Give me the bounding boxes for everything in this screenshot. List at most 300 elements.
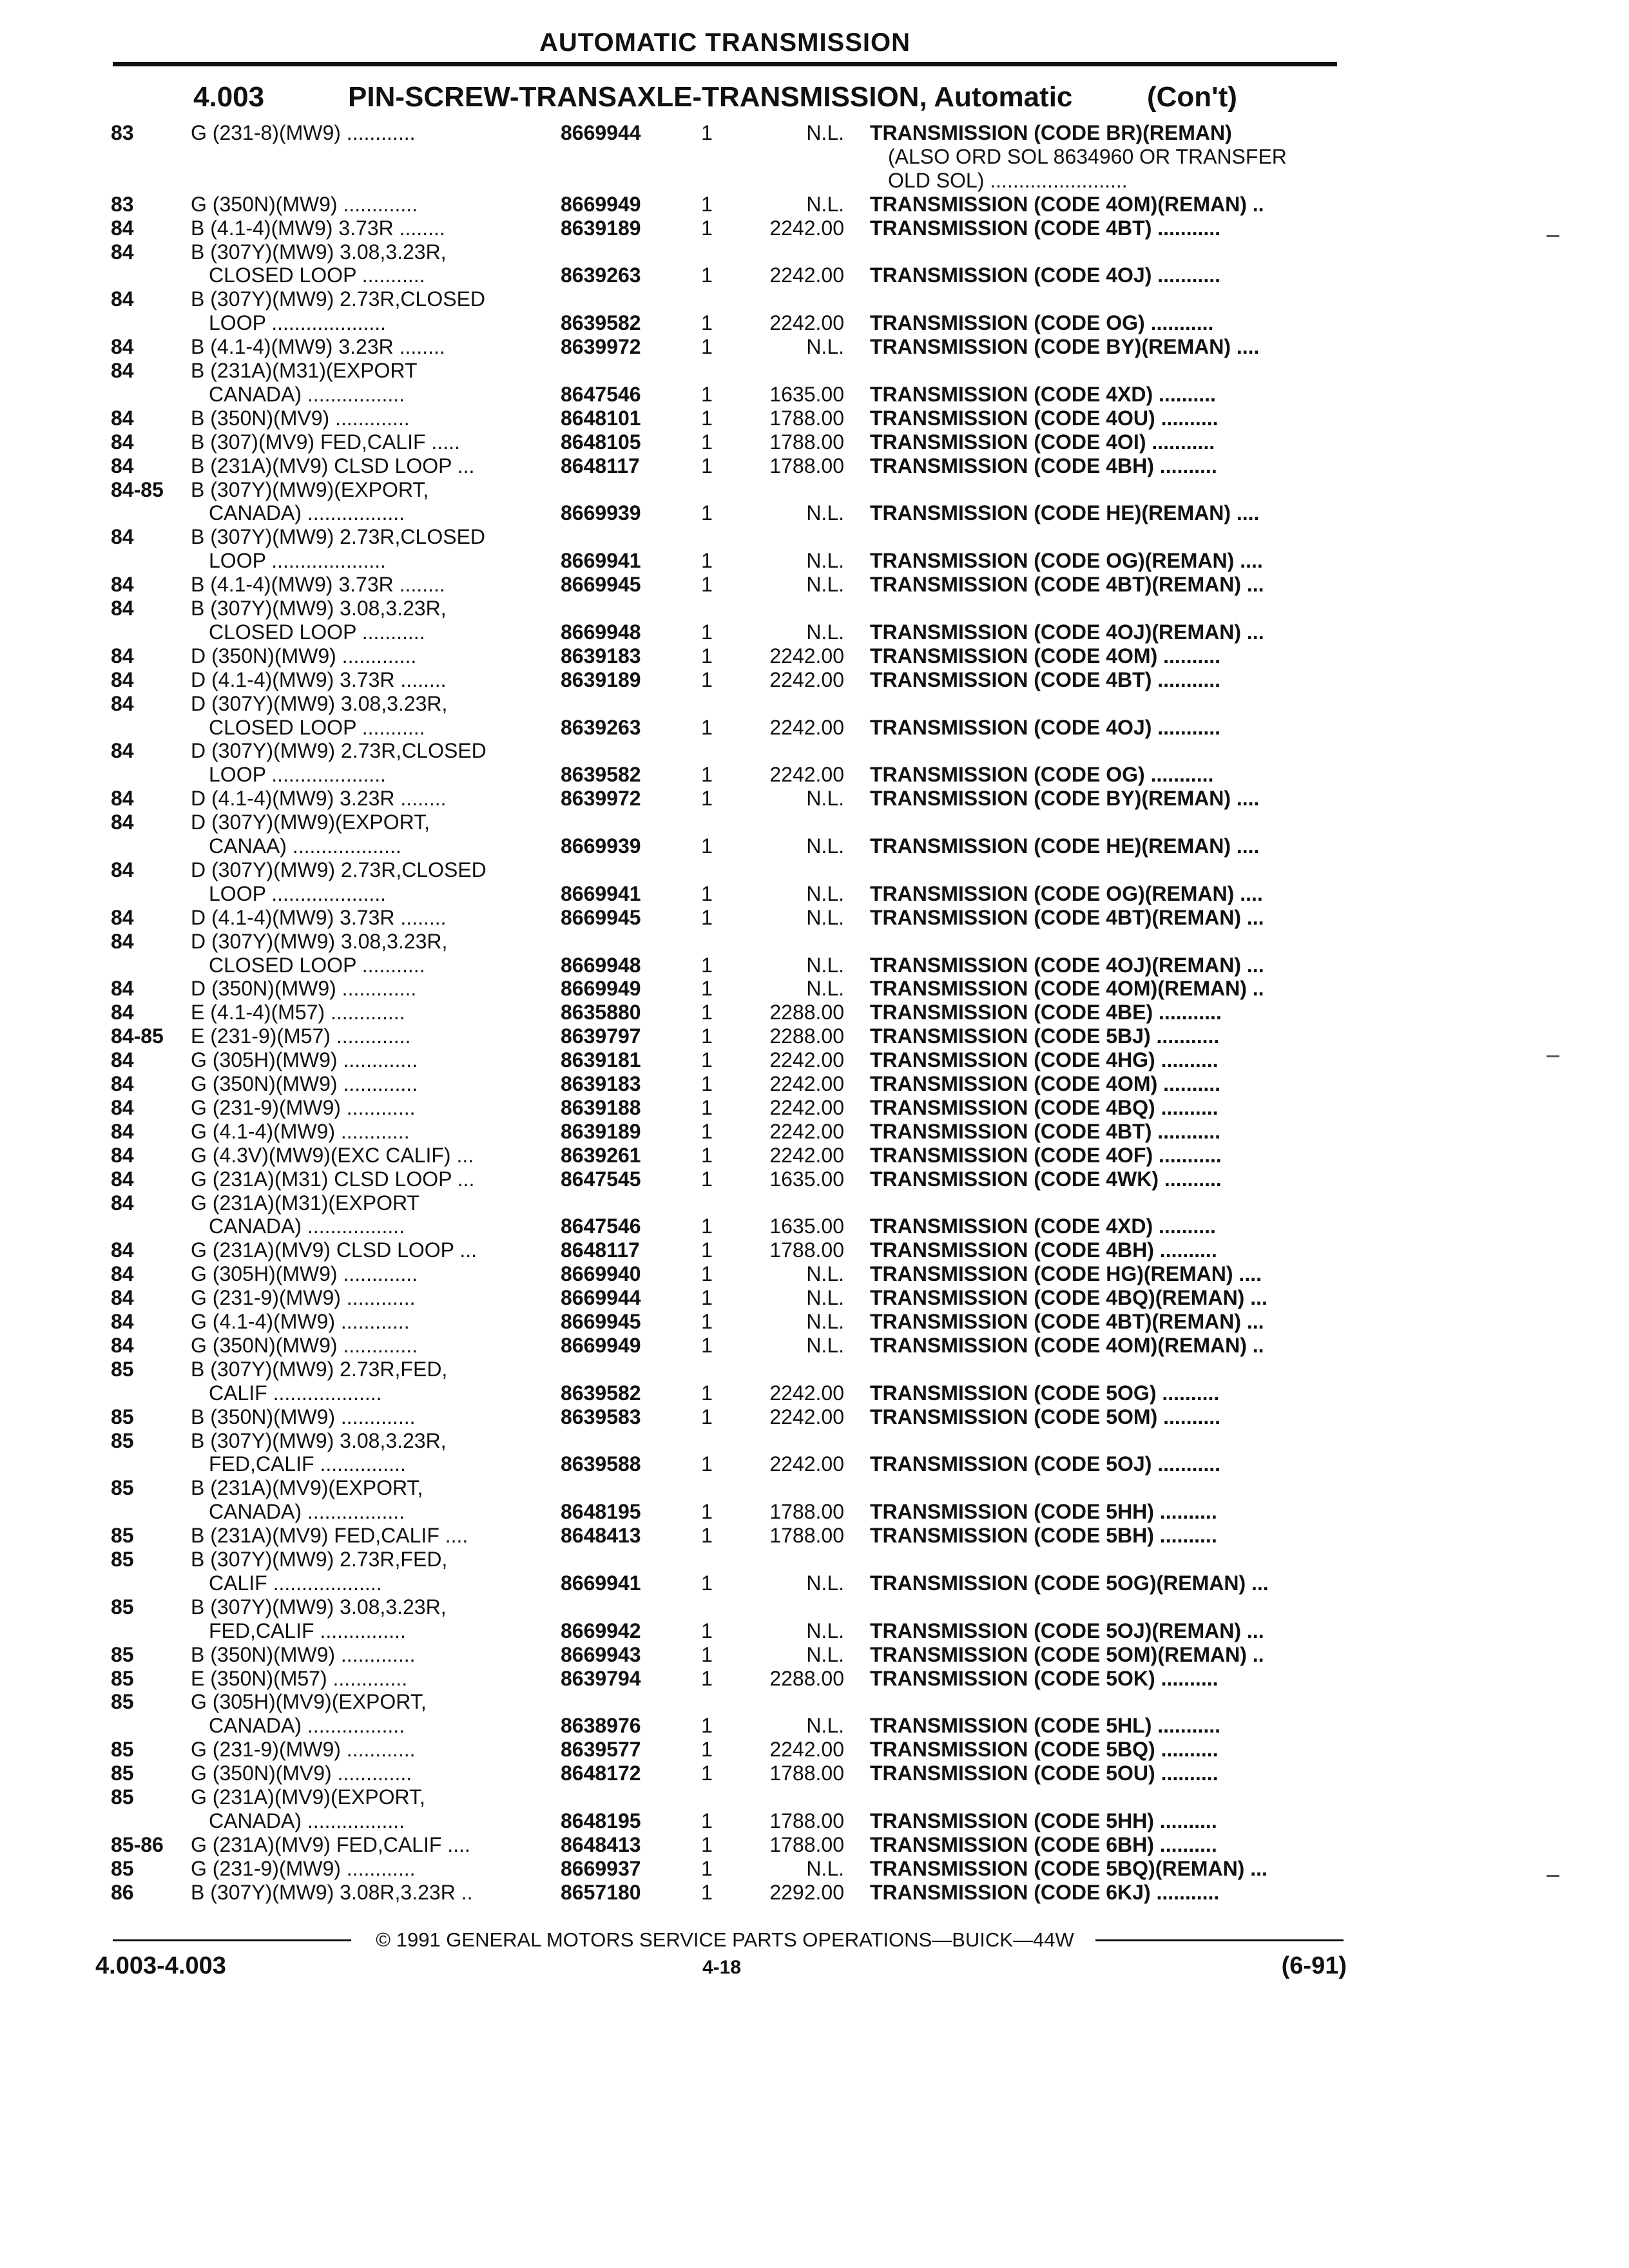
application-description: G (231-9)(MW9) ............: [191, 1738, 416, 1762]
model-year: 84: [111, 1286, 134, 1310]
application-description: B (350N)(MW9) .............: [191, 1642, 416, 1666]
part-name: TRANSMISSION (CODE 5OJ)(REMAN) ...: [870, 1619, 1264, 1642]
application-description: B (231A)(M31)(EXPORT: [191, 359, 418, 382]
model-year: 84-85: [111, 477, 164, 501]
quantity: 1: [701, 881, 713, 905]
application-description: D (350N)(MW9) .............: [191, 977, 417, 1001]
quantity: 1: [701, 335, 713, 359]
quantity: 1: [701, 1262, 713, 1286]
application-description: D (307Y)(MW9) 2.73R,CLOSED: [191, 858, 487, 881]
part-name: TRANSMISSION (CODE 4BE) ...........: [870, 1001, 1222, 1024]
table-row: [0, 478, 1629, 502]
model-year: 85: [111, 1428, 134, 1452]
part-name: TRANSMISSION (CODE 5OG) ..........: [870, 1381, 1220, 1405]
part-number: 8639972: [561, 335, 641, 359]
part-name: TRANSMISSION (CODE BR)(REMAN): [870, 121, 1232, 144]
model-year: 84: [111, 1310, 134, 1333]
model-year: 84: [111, 1238, 134, 1262]
part-name: TRANSMISSION (CODE 5OK) ..........: [870, 1666, 1219, 1690]
quantity: 1: [701, 192, 713, 216]
margin-mark: [1547, 1055, 1559, 1057]
table-row: [0, 739, 1629, 763]
part-number: 8669945: [561, 573, 641, 597]
price: N.L.: [806, 1714, 844, 1738]
table-row: [0, 930, 1629, 954]
quantity: 1: [701, 1500, 713, 1524]
part-name: TRANSMISSION (CODE HG)(REMAN) ....: [870, 1262, 1262, 1286]
model-year: 84: [111, 1262, 134, 1286]
quantity: 1: [701, 953, 713, 977]
price: N.L.: [806, 335, 844, 359]
price: N.L.: [806, 501, 844, 525]
price: 1788.00: [769, 1524, 844, 1548]
quantity: 1: [701, 1762, 713, 1785]
table-row: [0, 1738, 1629, 1762]
section-number: 4.003: [193, 81, 265, 113]
application-description: CALIF ...................: [209, 1381, 382, 1405]
price: 2242.00: [769, 1143, 844, 1167]
part-name: TRANSMISSION (CODE 4OM) ..........: [870, 644, 1221, 668]
table-row: [0, 335, 1629, 359]
model-year: 84: [111, 573, 134, 597]
quantity: 1: [701, 1143, 713, 1167]
table-row: [0, 216, 1629, 240]
application-description: G (305H)(MW9) .............: [191, 1048, 418, 1072]
part-number: 8669944: [561, 1286, 641, 1310]
price: N.L.: [806, 573, 844, 597]
quantity: 1: [701, 501, 713, 525]
price: N.L.: [806, 549, 844, 573]
quantity: 1: [701, 1738, 713, 1762]
part-number: 8669945: [561, 905, 641, 929]
application-description: G (231-9)(MW9) ............: [191, 1856, 416, 1880]
application-description: CLOSED LOOP ...........: [209, 620, 425, 644]
application-description: LOOP ....................: [209, 549, 387, 573]
table-row: [0, 1857, 1629, 1881]
price: 2292.00: [769, 1880, 844, 1904]
model-year: 84: [111, 1333, 134, 1357]
table-row: [0, 383, 1629, 407]
model-year: 84: [111, 787, 134, 811]
application-description: B (307Y)(MW9) 3.08,3.23R,: [191, 597, 447, 620]
footer-rule-left: [113, 1939, 351, 1941]
price: N.L.: [806, 620, 844, 644]
part-name: TRANSMISSION (CODE 5OG)(REMAN) ...: [870, 1571, 1269, 1595]
footer-page-number: 4-18: [702, 1957, 742, 1978]
part-number: 8639797: [561, 1024, 641, 1048]
quantity: 1: [701, 1452, 713, 1476]
application-description: LOOP ....................: [209, 763, 387, 787]
model-year: 84: [111, 1095, 134, 1119]
application-description: D (307Y)(MW9) 3.08,3.23R,: [191, 691, 448, 715]
quantity: 1: [701, 1310, 713, 1333]
quantity: 1: [701, 1024, 713, 1048]
price: 1635.00: [769, 382, 844, 406]
part-name: TRANSMISSION (CODE 4OM)(REMAN) ..: [870, 1333, 1264, 1357]
application-description: LOOP ....................: [209, 311, 387, 335]
application-description: CALIF ...................: [209, 1571, 382, 1595]
table-row: [0, 1120, 1629, 1144]
table-row: [0, 1286, 1629, 1310]
model-year: 84: [111, 691, 134, 715]
model-year: 85: [111, 1524, 134, 1548]
part-name: TRANSMISSION (CODE 5OM) ..........: [870, 1405, 1221, 1428]
part-number: 8639583: [561, 1405, 641, 1428]
quantity: 1: [701, 1856, 713, 1880]
table-row: [0, 264, 1629, 287]
price: N.L.: [806, 1333, 844, 1357]
price: 2242.00: [769, 1048, 844, 1072]
table-row: [0, 716, 1629, 740]
application-description: CANADA) .................: [209, 1714, 405, 1738]
application-description: B (4.1-4)(MW9) 3.73R ........: [191, 216, 445, 240]
application-description: G (231A)(MV9) CLSD LOOP ...: [191, 1238, 477, 1262]
part-number: 8669948: [561, 620, 641, 644]
application-description: B (307Y)(MW9) 2.73R,FED,: [191, 1548, 448, 1571]
price: 2242.00: [769, 1405, 844, 1428]
price: 2242.00: [769, 1381, 844, 1405]
application-description: G (305H)(MV9)(EXPORT,: [191, 1690, 427, 1714]
model-year: 85: [111, 1595, 134, 1619]
table-row: [0, 549, 1629, 573]
application-description: B (350N)(MV9) .............: [191, 406, 410, 430]
model-year: 84: [111, 430, 134, 454]
part-name: TRANSMISSION (CODE 4XD) ..........: [870, 1215, 1216, 1238]
model-year: 84: [111, 454, 134, 477]
quantity: 1: [701, 264, 713, 287]
application-description: B (4.1-4)(MW9) 3.73R ........: [191, 573, 445, 597]
quantity: 1: [701, 1832, 713, 1856]
application-description: G (4.1-4)(MW9) ............: [191, 1310, 410, 1333]
part-number: 8669944: [561, 121, 641, 144]
part-number: 8669937: [561, 1856, 641, 1880]
part-name: TRANSMISSION (CODE 4BQ) ..........: [870, 1095, 1219, 1119]
price: 1788.00: [769, 1238, 844, 1262]
model-year: 85-86: [111, 1832, 164, 1856]
part-number: 8635880: [561, 1001, 641, 1024]
part-name: TRANSMISSION (CODE 4BT)(REMAN) ...: [870, 905, 1264, 929]
application-description: E (350N)(M57) .............: [191, 1666, 408, 1690]
price: 2288.00: [769, 1666, 844, 1690]
quantity: 1: [701, 668, 713, 691]
table-row: [0, 1690, 1629, 1714]
model-year: 84: [111, 644, 134, 668]
price: 2242.00: [769, 1119, 844, 1143]
price: N.L.: [806, 1642, 844, 1666]
section-title: PIN-SCREW-TRANSAXLE-TRANSMISSION, Automatic: [348, 81, 1073, 113]
price: 1788.00: [769, 454, 844, 477]
table-row: [0, 620, 1629, 644]
part-name: TRANSMISSION (CODE 4OJ)(REMAN) ...: [870, 620, 1264, 644]
application-description: D (307Y)(MW9) 3.08,3.23R,: [191, 929, 448, 953]
part-number: 8669940: [561, 1262, 641, 1286]
part-name: TRANSMISSION (CODE OG) ...........: [870, 311, 1214, 335]
application-description: B (307Y)(MW9) 2.73R,FED,: [191, 1357, 448, 1381]
model-year: 84: [111, 1143, 134, 1167]
part-number: 8669949: [561, 1333, 641, 1357]
part-name: (ALSO ORD SOL 8634960 OR TRANSFER: [888, 144, 1287, 168]
table-row: [0, 954, 1629, 977]
quantity: 1: [701, 1167, 713, 1191]
model-year: 85: [111, 1738, 134, 1762]
part-name: TRANSMISSION (CODE 4OJ) ...........: [870, 264, 1221, 287]
price: N.L.: [806, 121, 844, 144]
table-row: [0, 692, 1629, 716]
table-row: [0, 311, 1629, 335]
quantity: 1: [701, 1072, 713, 1095]
part-number: 8639577: [561, 1738, 641, 1762]
model-year: 84-85: [111, 1024, 164, 1048]
table-row: [0, 1215, 1629, 1238]
price: N.L.: [806, 192, 844, 216]
table-row: [0, 644, 1629, 668]
part-number: 8639263: [561, 715, 641, 739]
application-description: G (231-9)(MW9) ............: [191, 1286, 416, 1310]
quantity: 1: [701, 1333, 713, 1357]
model-year: 85: [111, 1762, 134, 1785]
quantity: 1: [701, 1405, 713, 1428]
application-description: G (350N)(MW9) .............: [191, 1333, 418, 1357]
table-row: [0, 1548, 1629, 1571]
application-description: LOOP ....................: [209, 881, 387, 905]
part-name: TRANSMISSION (CODE OG)(REMAN) ....: [870, 881, 1263, 905]
part-number: 8639261: [561, 1143, 641, 1167]
application-description: CANADA) .................: [209, 1500, 405, 1524]
application-description: D (4.1-4)(MW9) 3.73R ........: [191, 905, 447, 929]
part-number: 8648117: [561, 454, 640, 477]
part-name: TRANSMISSION (CODE OG)(REMAN) ....: [870, 549, 1263, 573]
part-name: TRANSMISSION (CODE 4BH) ..........: [870, 1238, 1217, 1262]
part-number: 8639582: [561, 311, 641, 335]
quantity: 1: [701, 573, 713, 597]
table-row: [0, 1144, 1629, 1168]
price: N.L.: [806, 834, 844, 858]
quantity: 1: [701, 1095, 713, 1119]
table-row: [0, 668, 1629, 692]
part-number: 8657180: [561, 1880, 641, 1904]
part-number: 8648195: [561, 1809, 641, 1832]
table-row: [0, 1191, 1629, 1215]
price: N.L.: [806, 881, 844, 905]
part-number: 8669941: [561, 549, 641, 573]
application-description: CLOSED LOOP ...........: [209, 715, 425, 739]
model-year: 84: [111, 1048, 134, 1072]
table-row: [0, 525, 1629, 549]
model-year: 84: [111, 1119, 134, 1143]
application-description: B (4.1-4)(MW9) 3.23R ........: [191, 335, 445, 359]
application-description: D (4.1-4)(MW9) 3.73R ........: [191, 668, 447, 691]
part-name: TRANSMISSION (CODE 4BQ)(REMAN) ...: [870, 1286, 1268, 1310]
table-row: [0, 193, 1629, 216]
part-name: TRANSMISSION (CODE 4OI) ...........: [870, 430, 1215, 454]
part-number: 8639189: [561, 1119, 641, 1143]
part-number: 8669948: [561, 953, 641, 977]
price: N.L.: [806, 977, 844, 1001]
part-name: TRANSMISSION (CODE 4OU) ..........: [870, 406, 1219, 430]
part-name: TRANSMISSION (CODE 4BT) ...........: [870, 1119, 1221, 1143]
price: N.L.: [806, 1856, 844, 1880]
table-row: [0, 573, 1629, 597]
table-row: [0, 1500, 1629, 1524]
part-name: TRANSMISSION (CODE 4OM) ..........: [870, 1072, 1221, 1095]
part-number: 8639794: [561, 1666, 641, 1690]
part-name: TRANSMISSION (CODE HE)(REMAN) ....: [870, 834, 1260, 858]
table-row: [0, 1595, 1629, 1619]
price: N.L.: [806, 1286, 844, 1310]
quantity: 1: [701, 715, 713, 739]
price: 2242.00: [769, 1072, 844, 1095]
table-row: [0, 1429, 1629, 1453]
part-number: 8639189: [561, 668, 641, 691]
model-year: 84: [111, 1167, 134, 1191]
part-number: 8648413: [561, 1524, 641, 1548]
table-row: [0, 1024, 1629, 1048]
model-year: 84: [111, 335, 134, 359]
quantity: 1: [701, 1048, 713, 1072]
table-row: [0, 240, 1629, 264]
quantity: 1: [701, 430, 713, 454]
part-name: TRANSMISSION (CODE 4HG) ..........: [870, 1048, 1219, 1072]
part-number: 8669949: [561, 192, 641, 216]
part-name: TRANSMISSION (CODE 6BH) ..........: [870, 1832, 1217, 1856]
price: 1788.00: [769, 1762, 844, 1785]
part-number: 8669941: [561, 1571, 641, 1595]
part-name: TRANSMISSION (CODE 4BT)(REMAN) ...: [870, 573, 1264, 597]
quantity: 1: [701, 1119, 713, 1143]
quantity: 1: [701, 121, 713, 144]
application-description: B (307Y)(MW9) 3.08,3.23R,: [191, 1428, 447, 1452]
part-number: 8639588: [561, 1452, 641, 1476]
table-row: [0, 834, 1629, 858]
part-name: TRANSMISSION (CODE 4XD) ..........: [870, 382, 1216, 406]
price: 2242.00: [769, 1452, 844, 1476]
application-description: CLOSED LOOP ...........: [209, 264, 425, 287]
quantity: 1: [701, 905, 713, 929]
part-number: 8669943: [561, 1642, 641, 1666]
application-description: B (307)(MV9) FED,CALIF .....: [191, 430, 460, 454]
price: N.L.: [806, 1619, 844, 1642]
model-year: 85: [111, 1642, 134, 1666]
table-row: [0, 882, 1629, 906]
model-year: 84: [111, 1001, 134, 1024]
part-name: TRANSMISSION (CODE HE)(REMAN) ....: [870, 501, 1260, 525]
application-description: G (350N)(MW9) .............: [191, 1072, 418, 1095]
model-year: 84: [111, 287, 134, 311]
model-year: 84: [111, 406, 134, 430]
part-number: 8647546: [561, 1215, 641, 1238]
part-name: TRANSMISSION (CODE BY)(REMAN) ....: [870, 335, 1260, 359]
price: 2288.00: [769, 1001, 844, 1024]
table-row: [0, 454, 1629, 478]
part-number: 8669949: [561, 977, 641, 1001]
table-row: [0, 1334, 1629, 1358]
quantity: 1: [701, 1381, 713, 1405]
part-name: TRANSMISSION (CODE 4BT)(REMAN) ...: [870, 1310, 1264, 1333]
price: 1788.00: [769, 1809, 844, 1832]
quantity: 1: [701, 1524, 713, 1548]
table-row: [0, 597, 1629, 620]
application-description: G (231A)(MV9) FED,CALIF ....: [191, 1832, 470, 1856]
table-row: [0, 977, 1629, 1001]
table-row: [0, 1048, 1629, 1072]
part-number: 8648413: [561, 1832, 641, 1856]
table-row: [0, 1096, 1629, 1120]
application-description: B (350N)(MW9) .............: [191, 1405, 416, 1428]
price: 1635.00: [769, 1167, 844, 1191]
part-name: TRANSMISSION (CODE 5BH) ..........: [870, 1524, 1217, 1548]
table-row: [0, 169, 1629, 193]
application-description: G (231A)(MV9)(EXPORT,: [191, 1785, 425, 1809]
application-description: FED,CALIF ...............: [209, 1619, 406, 1642]
application-description: FED,CALIF ...............: [209, 1452, 406, 1476]
application-description: B (307Y)(MW9) 3.08,3.23R,: [191, 240, 447, 264]
price: N.L.: [806, 905, 844, 929]
price: N.L.: [806, 953, 844, 977]
quantity: 1: [701, 382, 713, 406]
part-number: 8639183: [561, 1072, 641, 1095]
quantity: 1: [701, 1001, 713, 1024]
part-name: TRANSMISSION (CODE 5HL) ...........: [870, 1714, 1221, 1738]
application-description: G (231A)(M31) CLSD LOOP ...: [191, 1167, 475, 1191]
application-description: E (231-9)(M57) .............: [191, 1024, 411, 1048]
table-row: [0, 1405, 1629, 1429]
footer-section-range: 4.003-4.003: [95, 1952, 226, 1979]
part-name: TRANSMISSION (CODE BY)(REMAN) ....: [870, 787, 1260, 811]
application-description: G (350N)(MV9) .............: [191, 1762, 412, 1785]
model-year: 84: [111, 1191, 134, 1215]
application-description: G (305H)(MW9) .............: [191, 1262, 418, 1286]
model-year: 84: [111, 240, 134, 264]
table-row: [0, 1381, 1629, 1405]
part-number: 8648101: [561, 406, 641, 430]
model-year: 85: [111, 1405, 134, 1428]
table-row: [0, 145, 1629, 169]
part-name: TRANSMISSION (CODE 5HH) ..........: [870, 1500, 1217, 1524]
footer-rule-right: [1095, 1939, 1344, 1941]
application-description: G (350N)(MW9) .............: [191, 192, 418, 216]
part-name: TRANSMISSION (CODE 5BJ) ...........: [870, 1024, 1220, 1048]
application-description: B (307Y)(MW9) 3.08,3.23R,: [191, 1595, 447, 1619]
part-number: 8639189: [561, 216, 641, 240]
part-name: TRANSMISSION (CODE 4OJ)(REMAN) ...: [870, 953, 1264, 977]
application-description: CANADA) .................: [209, 382, 405, 406]
table-row: [0, 1619, 1629, 1643]
part-name: TRANSMISSION (CODE 5BQ)(REMAN) ...: [870, 1856, 1268, 1880]
price: 2242.00: [769, 1738, 844, 1762]
part-number: 8639582: [561, 1381, 641, 1405]
footer-copyright: © 1991 GENERAL MOTORS SERVICE PARTS OPERATIONS—BUICK—44W: [376, 1928, 1074, 1951]
part-name: TRANSMISSION (CODE 4OM)(REMAN) ..: [870, 977, 1264, 1001]
part-name: OLD SOL) ........................: [888, 168, 1128, 192]
model-year: 84: [111, 668, 134, 691]
part-number: 8648172: [561, 1762, 641, 1785]
table-row: [0, 763, 1629, 787]
part-name: TRANSMISSION (CODE OG) ...........: [870, 763, 1214, 787]
application-description: G (4.1-4)(MW9) ............: [191, 1119, 410, 1143]
part-number: 8639263: [561, 264, 641, 287]
table-row: [0, 1643, 1629, 1667]
application-description: B (231A)(MV9) FED,CALIF ....: [191, 1524, 468, 1548]
table-row: [0, 1310, 1629, 1334]
table-row: [0, 501, 1629, 525]
model-year: 85: [111, 1548, 134, 1571]
application-description: B (307Y)(MW9) 2.73R,CLOSED: [191, 287, 486, 311]
price: 2288.00: [769, 1024, 844, 1048]
table-row: [0, 811, 1629, 834]
table-row: [0, 1452, 1629, 1476]
part-number: 8639188: [561, 1095, 641, 1119]
price: 2242.00: [769, 311, 844, 335]
